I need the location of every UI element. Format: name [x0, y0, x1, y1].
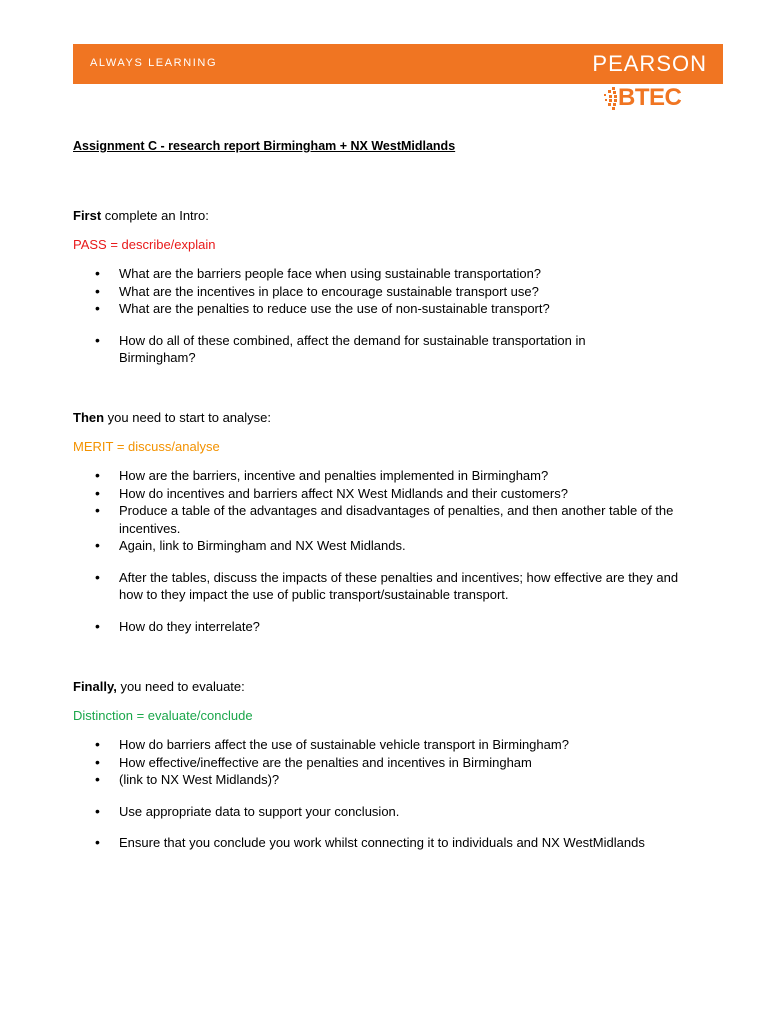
lead-text: complete an Intro: [101, 208, 209, 223]
lead-text: you need to evaluate: [116, 679, 245, 694]
btec-logo [603, 84, 681, 112]
section-intro-lead [73, 208, 209, 223]
brand-name: PEARSON [592, 51, 707, 76]
pass-criteria: PASS = describe/explain [73, 237, 216, 252]
header-banner [73, 44, 723, 84]
list-item: • Use appropriate data to support your conclusion. [73, 803, 703, 821]
document-title: Assignment C - research report Birmingham + NX WestMidlands [73, 139, 456, 153]
list-item: • What are the barriers people face when using sustainable transportation? [73, 265, 703, 283]
section-evaluate-lead [73, 679, 245, 694]
list-item: • (link to NX West Midlands)? [73, 771, 703, 789]
list-item: • After the tables, discuss the impacts of these penalties and incentives; how effective are they and how to they impact the use of public transport/sustainable transport. [73, 569, 703, 604]
section-analyse-lead [73, 410, 271, 425]
list-item: • Produce a table of the advantages and disadvantages of penalties, and then another table of the incentives. [73, 502, 703, 537]
lead-bold: Then [73, 410, 105, 425]
merit-criteria: MERIT = discuss/analyse [73, 439, 220, 454]
list-item: • How do barriers affect the use of sustainable vehicle transport in Birmingham? [73, 736, 703, 754]
list-item: • Again, link to Birmingham and NX West Midlands. [73, 537, 703, 555]
tagline: ALWAYS LEARNING [90, 57, 218, 69]
list-item: • What are the penalties to reduce use the use of non-sustainable transport? [73, 300, 703, 318]
list-item: • How are the barriers, incentive and penalties implemented in Birmingham? [73, 467, 703, 485]
list-item: • How do incentives and barriers affect NX West Midlands and their customers? [73, 485, 703, 503]
lead-text: you need to start to analyse: [104, 410, 271, 425]
pass-list [73, 265, 703, 367]
list-item: • How do they interrelate? [73, 618, 703, 636]
btec-dots-icon [603, 86, 617, 110]
list-item: • How effective/ineffective are the penalties and incentives in Birmingham [73, 754, 703, 772]
list-item: • How do all of these combined, affect the demand for sustainable transportation in Birmingham? [73, 332, 703, 367]
merit-list [73, 467, 703, 635]
list-item: • Ensure that you conclude you work whilst connecting it to individuals and NX WestMidlands [73, 834, 703, 852]
list-item: • What are the incentives in place to encourage sustainable transport use? [73, 283, 703, 301]
btec-wordmark: BTEC [618, 84, 682, 111]
distinction-criteria: Distinction = evaluate/conclude [73, 708, 253, 723]
distinction-list [73, 736, 703, 852]
lead-bold: First [73, 208, 102, 223]
lead-bold: Finally, [73, 679, 117, 694]
